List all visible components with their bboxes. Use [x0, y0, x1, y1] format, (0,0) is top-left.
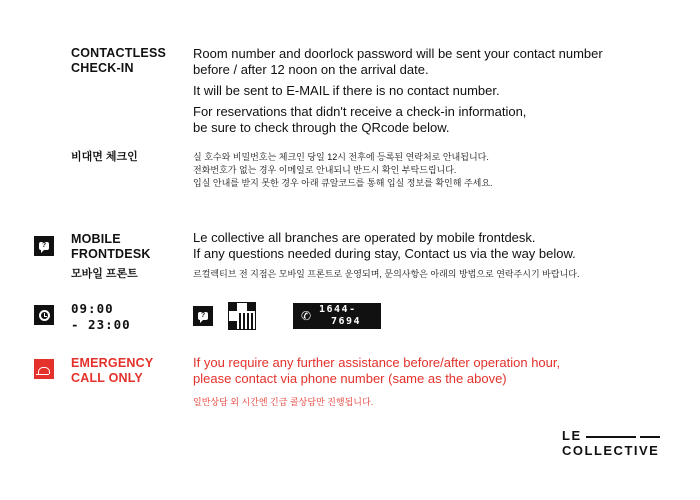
logo-line-1: LE	[562, 428, 660, 443]
contactless-info-block-2	[193, 83, 500, 99]
phone-number-line-1: 1644-	[319, 304, 357, 315]
emergency-info	[193, 355, 560, 387]
mobile-frontdesk-label	[71, 232, 151, 262]
contactless-info-block-1	[193, 46, 603, 78]
mobile-info-line: Le collective all branches are operated by mobile frontdesk.	[193, 230, 536, 245]
contactless-info-ko	[193, 151, 493, 190]
phone-number-line-2: 7694	[331, 316, 362, 327]
clock-icon	[34, 305, 54, 325]
contactless-ko-line: 입실 안내를 받지 못한 경우 아래 큐알코드를 통해 입실 정보를 확인해 주세요.	[193, 178, 493, 188]
mobile-frontdesk-info	[193, 230, 576, 262]
operating-hours	[71, 301, 131, 333]
phone-icon: ✆	[301, 309, 312, 323]
emergency-info-line: please contact via phone number (same as the above)	[193, 371, 507, 386]
contactless-label-ko: 비대면 체크인	[71, 151, 138, 163]
mobile-frontdesk-label-ko: 모바일 프론트	[71, 268, 138, 280]
contactless-info-line: Room number and doorlock password will be sent your contact number	[193, 46, 603, 61]
contactless-info-line: It will be sent to E-MAIL if there is no contact number.	[193, 83, 500, 98]
hours-start: 09:00	[71, 301, 114, 316]
mobile-info-line: If any questions needed during stay, Contact us via the way below.	[193, 246, 576, 261]
emergency-label-line-1: EMERGENCY	[71, 356, 154, 370]
phone-number	[319, 304, 361, 328]
logo-line-2: COLLECTIVE	[562, 443, 660, 458]
contactless-info-line: be sure to check through the QRcode below.	[193, 120, 450, 135]
mobile-label-line-2: FRONTDESK	[71, 247, 151, 261]
emergency-label	[71, 356, 153, 386]
contactless-label	[71, 46, 166, 76]
qr-code-icon[interactable]	[229, 303, 255, 329]
contactless-label-line-1: CONTACTLESS	[71, 46, 167, 60]
chat-bubble-icon[interactable]: ?	[193, 306, 213, 326]
contactless-info-line: For reservations that didn't receive a check-in information,	[193, 104, 527, 119]
contactless-info-line: before / after 12 noon on the arrival date.	[193, 62, 429, 77]
phone-number-box[interactable]	[293, 303, 381, 329]
emergency-info-line: If you require any further assistance before/after operation hour,	[193, 355, 561, 370]
mobile-label-line-1: MOBILE	[71, 232, 121, 246]
hours-end: - 23:00	[71, 317, 131, 332]
chat-bubble-icon: ?	[34, 236, 54, 256]
contactless-ko-line: 전화번호가 없는 경우 이메일로 안내되니 반드시 확인 부탁드립니다.	[193, 165, 457, 175]
contactless-info-block-3	[193, 104, 526, 136]
le-collective-logo	[562, 428, 660, 458]
contactless-label-line-2: CHECK-IN	[71, 61, 134, 75]
siren-icon	[34, 359, 54, 379]
emergency-label-line-2: CALL ONLY	[71, 371, 143, 385]
mobile-frontdesk-info-ko: 르컬렉티브 전 지점은 모바일 프론트로 운영되며, 문의사항은 아래의 방법으로 연락주시기 바랍니다.	[193, 269, 580, 279]
emergency-info-ko: 일반상담 외 시간엔 긴급 콜상담만 진행됩니다.	[193, 397, 374, 407]
contactless-ko-line: 실 호수와 비밀번호는 체크인 당일 12시 전후에 등록된 연락처로 안내됩니다.	[193, 152, 489, 162]
